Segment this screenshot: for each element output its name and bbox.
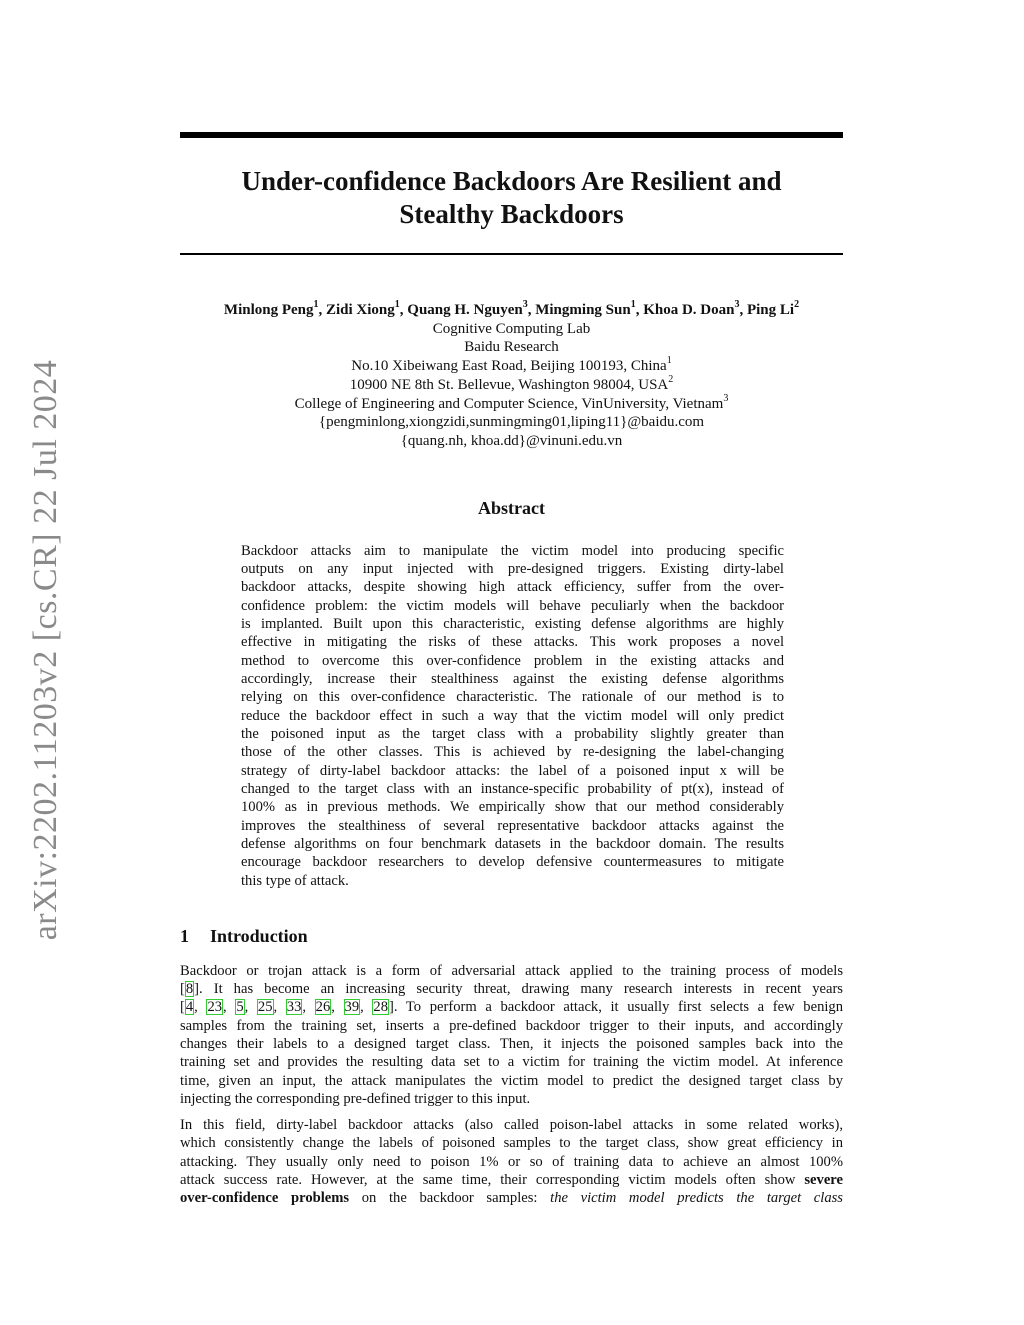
- body-line: over-confidence problems on the backdoor samples: the victim model predicts the target class: [180, 1190, 843, 1206]
- affiliation-line: Cognitive Computing Lab: [432, 321, 591, 337]
- affiliation-line: Baidu Research: [464, 339, 559, 355]
- abstract-line: the poisoned input as the target class with a probability slightly greater than: [241, 726, 784, 742]
- body-line: attacking. They usually only need to poison 1% or so of training data to achieve an almost 100%: [180, 1154, 843, 1170]
- email-line: {quang.nh, khoa.dd}@vinuni.edu.vn: [400, 433, 623, 449]
- abstract-line: defense algorithms on four benchmark datasets in the backdoor domain. The results: [241, 836, 784, 852]
- body-line: In this field, dirty-label backdoor attacks (also called poison-label attacks in some related works),: [180, 1117, 843, 1133]
- citation-link[interactable]: 25: [257, 999, 273, 1015]
- email-line: {pengminlong,xiongzidi,sunmingming01,liping11}@baidu.com: [318, 414, 705, 430]
- abstract-line: this type of attack.: [241, 873, 349, 889]
- body-line: Backdoor or trojan attack is a form of adversarial attack applied to the training process of models: [180, 963, 843, 979]
- author: Ping Li$^2$: [746, 299, 800, 318]
- body-line: which consistently change the labels of poisoned samples to the target class, show great efficiency in: [180, 1135, 843, 1151]
- section-heading-introduction: [180, 925, 308, 947]
- body-line: attack success rate. However, at the same time, their corresponding victim models often show severe: [180, 1172, 843, 1188]
- abstract-line: changed to the target class with an instance-specific probability of pt(x), instead of: [241, 781, 784, 797]
- author: Khoa D. Doan$^3$,: [643, 299, 747, 318]
- section-title: Introduction: [210, 926, 308, 946]
- abstract-line: strategy of dirty-label backdoor attacks: the label of a poisoned input x will be: [241, 763, 784, 779]
- citation-link[interactable]: 8: [185, 981, 194, 997]
- abstract-line: method to overcome this over-confidence problem in the existing attacks and: [241, 653, 784, 669]
- citation-link[interactable]: 26: [315, 999, 331, 1015]
- paper-title-line-2: Stealthy Backdoors: [399, 199, 624, 229]
- citation-link[interactable]: 28: [373, 999, 388, 1015]
- title-top-rule: [180, 132, 843, 138]
- body-line: injecting the corresponding pre-defined trigger to this input.: [180, 1091, 531, 1107]
- abstract-line: those of the other classes. This is achieved by re-designing the label-changing: [241, 744, 784, 760]
- author: Zidi Xiong$^1$,: [326, 299, 408, 318]
- title-bottom-rule: [180, 253, 843, 255]
- author-list: [150, 300, 873, 320]
- author: Mingming Sun$^1$,: [535, 299, 644, 318]
- abstract-line: confidence problem: the victim models will behave peculiarly when the backdoor: [241, 598, 784, 614]
- citation-link[interactable]: 4: [185, 999, 194, 1015]
- paper-title-line-1: Under-confidence Backdoors Are Resilient and: [241, 166, 782, 196]
- citation-link[interactable]: 39: [344, 999, 360, 1015]
- affiliation-line: 10900 NE 8th St. Bellevue, Washington 98004, USA$^2$: [349, 374, 674, 393]
- citation-link[interactable]: 33: [286, 999, 302, 1015]
- citation-link[interactable]: 5: [236, 999, 244, 1015]
- author: Quang H. Nguyen$^3$,: [407, 299, 536, 318]
- abstract-line: Backdoor attacks aim to manipulate the victim model into producing specific: [241, 543, 784, 559]
- author: Minlong Peng$^1$,: [223, 299, 326, 318]
- abstract-line: reduce the backdoor effect in such a way that the victim model will only predict: [241, 708, 784, 724]
- citation-link[interactable]: 23: [207, 999, 223, 1015]
- abstract-line: 100% as in previous methods. We empirically show that our method considerably: [241, 799, 784, 815]
- abstract-line: outputs on any input injected with pre-designed triggers. Existing dirty-label: [241, 561, 784, 577]
- body-line: training set and provides the resulting data set to a victim for training the victim model. At inference: [180, 1054, 843, 1070]
- arxiv-identifier: arXiv:2202.11203v2 [cs.CR] 22 Jul 2024: [27, 359, 64, 941]
- abstract-line: is implanted. Built upon this characteristic, existing defense algorithms are highly: [241, 616, 784, 632]
- body-line: samples from the training set, inserts a pre-defined backdoor trigger to their inputs, and accordingly: [180, 1018, 843, 1034]
- body-line: changes their labels to a designed target class. Then, it injects the poisoned samples back into the: [180, 1036, 843, 1052]
- abstract-line: relying on this over-confidence characteristic. The rationale of our method is to: [241, 689, 784, 705]
- abstract-line: encourage backdoor researchers to develop defensive countermeasures to mitigate: [241, 854, 784, 870]
- body-line: [4, 23, 5, 25, 33, 26, 39, 28]. To perform a backdoor attack, it usually first selects a few benign: [180, 999, 844, 1015]
- section-number: 1: [180, 926, 189, 946]
- abstract-heading: Abstract: [478, 498, 545, 518]
- body-line: time, given an input, the attack manipulates the victim model to predict the designed target class by: [180, 1073, 843, 1089]
- abstract-line: accordingly, increase their stealthiness against the existing defense algorithms: [241, 671, 784, 687]
- affiliation-line: College of Engineering and Computer Science, VinUniversity, Vietnam$^3$: [294, 393, 729, 412]
- body-line: [8]. It has become an increasing security threat, drawing many research interests in recent years: [180, 981, 843, 997]
- abstract-line: improves the stealthiness of several representative backdoor attacks against the: [241, 818, 784, 834]
- abstract-line: backdoor attacks, despite showing high attack efficiency, suffer from the over-: [241, 579, 784, 595]
- abstract-line: effective in mitigating the risks of these attacks. This work proposes a novel: [241, 634, 784, 650]
- affiliation-line: No.10 Xibeiwang East Road, Beijing 100193, China$^1$: [351, 355, 672, 374]
